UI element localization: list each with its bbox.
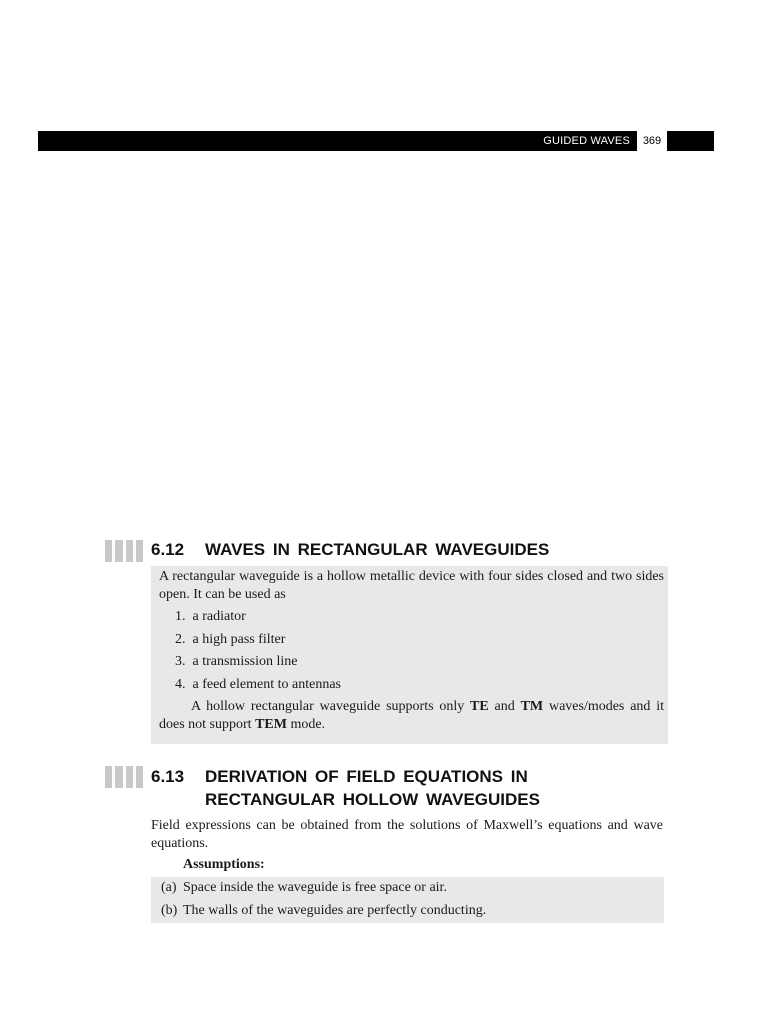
section-613-intro: Field expressions can be obtained from the solutions of Maxwell’s equations and wave equations.	[151, 818, 663, 851]
list-item: 1. a radiator	[175, 609, 246, 624]
section-613-title-line2: RECTANGULAR HOLLOW WAVEGUIDES	[205, 790, 540, 809]
list-item: (a) Space inside the waveguide is free space or air.	[161, 880, 447, 895]
assumptions-box	[151, 877, 664, 923]
section-612-number: 6.12	[151, 540, 185, 559]
section-612-intro: A rectangular waveguide is a hollow metallic device with four sides closed and two sides open. It can be used as	[159, 569, 664, 602]
running-header-bar	[38, 131, 714, 151]
section-612-title: WAVES IN RECTANGULAR WAVEGUIDES	[205, 540, 550, 559]
section-613-heading	[151, 765, 540, 811]
page-number-box	[637, 131, 667, 151]
uses-list	[159, 606, 664, 696]
running-title: GUIDED WAVES	[543, 135, 630, 147]
section-marker-icon	[105, 540, 143, 562]
section-marker-icon	[105, 766, 143, 788]
list-item: (b) The walls of the waveguides are perfectly conducting.	[161, 902, 487, 918]
list-item: 2. a high pass filter	[175, 631, 286, 647]
section-612-box	[151, 566, 668, 744]
page-number: 369	[642, 135, 662, 147]
section-613-title-line1: DERIVATION OF FIELD EQUATIONS IN	[205, 767, 528, 786]
section-612-heading	[151, 540, 549, 560]
list-item: 4. a feed element to antennas	[175, 676, 341, 692]
section-613-number: 6.13	[151, 767, 185, 786]
list-item: 3. a transmission line	[175, 654, 298, 669]
assumptions-label: Assumptions:	[183, 857, 265, 872]
section-612-support-text: A hollow rectangular waveguide supports only TE and TM waves/modes and it does not support TEM mode.	[159, 699, 664, 732]
